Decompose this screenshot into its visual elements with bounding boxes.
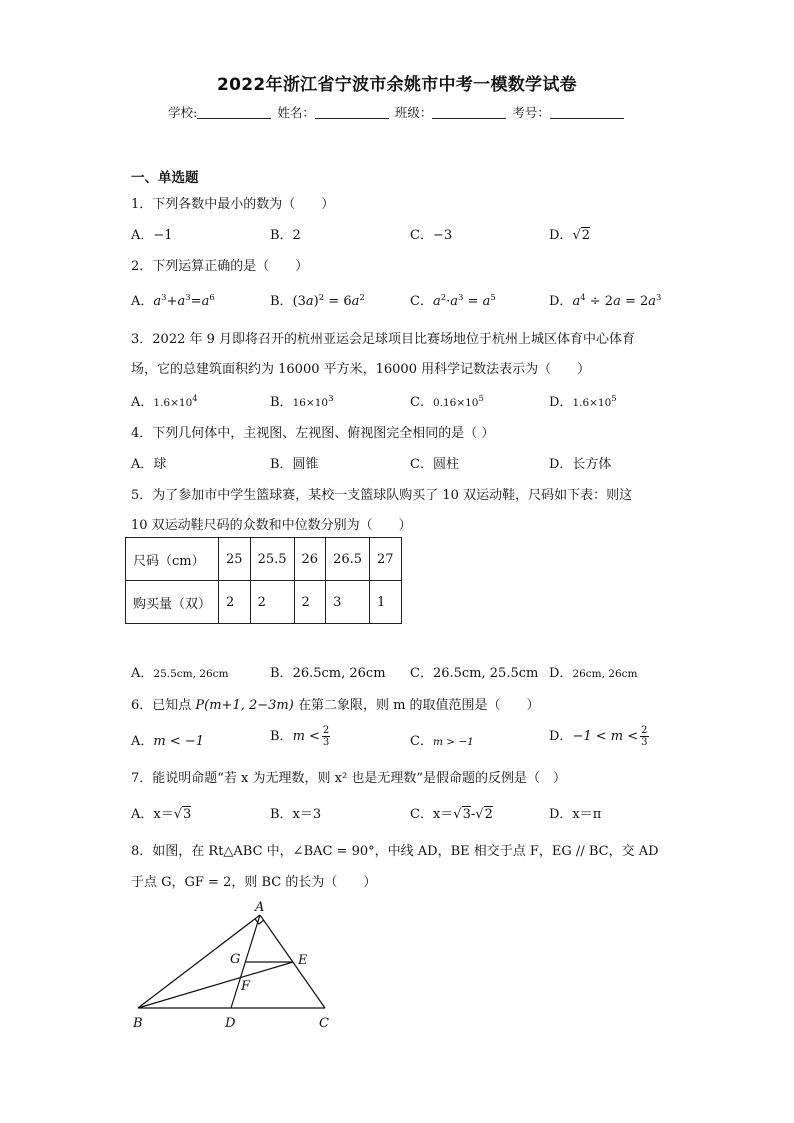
q2-option-a: A．$a^3+a^3=a^6$ bbox=[131, 293, 215, 309]
segment-ab bbox=[138, 915, 260, 1008]
median-be bbox=[138, 962, 293, 1008]
q7-stem: 7．能说明命题“若 x 为无理数，则 x² 也是无理数”是假命题的反例是（ ） bbox=[131, 771, 566, 786]
table-row bbox=[126, 581, 402, 624]
shoe-size-table bbox=[125, 537, 402, 624]
q7-option-a: A．x＝√3 bbox=[131, 807, 192, 822]
q5-option-b: B．26.5cm, 26cm bbox=[270, 666, 386, 681]
school-blank[interactable] bbox=[197, 106, 271, 119]
q6-option-a: A．m < −1 bbox=[131, 734, 205, 749]
label-d: D bbox=[225, 1016, 236, 1031]
label-e: E bbox=[298, 953, 308, 968]
table-cell: 3 bbox=[326, 581, 370, 624]
q6-option-c: C．m > −1 bbox=[410, 734, 474, 749]
q1-d-radicand: 2 bbox=[581, 228, 591, 243]
q2-option-b: B．$(3a)^2 = 6a^2$ bbox=[270, 293, 365, 309]
table-cell: 25 bbox=[219, 538, 251, 581]
q1-option-a: A．−1 bbox=[131, 228, 173, 243]
table-cell: 27 bbox=[370, 538, 402, 581]
student-info-line bbox=[0, 103, 794, 121]
class-blank[interactable] bbox=[432, 106, 506, 119]
q2-option-c: C．$a^2\cdot a^3 = a^5$ bbox=[410, 293, 496, 309]
q4-option-a: A．球 bbox=[131, 457, 167, 472]
q6-stem: 6．已知点 P(m+1, 2−3m) 在第二象限，则 m 的取值范围是（ ） bbox=[131, 698, 540, 713]
label-b: B bbox=[133, 1016, 143, 1031]
name-label: 姓名： bbox=[277, 105, 315, 120]
q5-stem-line1: 5．为了参加市中学生篮球赛，某校一支篮球队购买了 10 双运动鞋，尺码如下表：则这 bbox=[131, 488, 633, 503]
q1-stem: 1．下列各数中最小的数为（ ） bbox=[131, 197, 335, 212]
q4-stem: 4．下列几何体中，主视图、左视图、俯视图完全相同的是（ ） bbox=[131, 426, 495, 441]
table-cell: 1 bbox=[370, 581, 402, 624]
triangle-figure bbox=[125, 895, 345, 1035]
table-cell: 25.5 bbox=[250, 538, 294, 581]
q2-option-d: D．$a^4 \div 2a = 2a^3$ bbox=[549, 293, 662, 309]
q4-option-b: B．圆锥 bbox=[270, 457, 319, 472]
table-header-count: 购买量（双） bbox=[126, 581, 219, 624]
school-label: 学校: bbox=[168, 105, 198, 120]
table-row bbox=[126, 538, 402, 581]
label-c: C bbox=[319, 1016, 329, 1031]
label-f: F bbox=[241, 979, 251, 994]
q3-stem-line1: 3．2022 年 9 月即将召开的杭州亚运会足球项目比赛场地位于杭州上城区体育中心体育 bbox=[131, 332, 636, 347]
q2-stem: 2．下列运算正确的是（ ） bbox=[131, 259, 309, 274]
class-label: 班级： bbox=[394, 105, 433, 120]
label-g: G bbox=[230, 952, 241, 967]
q5-option-a: A．25.5cm, 26cm bbox=[131, 666, 229, 681]
q5-option-d: D．26cm, 26cm bbox=[549, 666, 638, 681]
label-a: A bbox=[255, 900, 265, 915]
name-blank[interactable] bbox=[315, 106, 389, 119]
q3-option-d: D．$1.6\times 10^5$ bbox=[549, 394, 617, 410]
q5-option-c: C．26.5cm, 25.5cm bbox=[410, 666, 539, 681]
q7-option-b: B．x＝3 bbox=[270, 807, 322, 822]
q5-stem-line2: 10 双运动鞋尺码的众数和中位数分别为（ ） bbox=[131, 518, 412, 533]
q1-option-b: B．2 bbox=[270, 228, 301, 243]
q3-option-a: A．$1.6\times 10^4$ bbox=[131, 394, 198, 410]
exam-number-label: 考号： bbox=[512, 105, 550, 120]
q7-option-d: D．x＝π bbox=[549, 807, 602, 822]
q3-option-c: C．$0.16\times 10^5$ bbox=[410, 394, 484, 410]
q8-stem-line2: 于点 G，GF = 2，则 BC 的长为（ ） bbox=[131, 875, 377, 890]
q4-option-d: D．长方体 bbox=[549, 457, 612, 472]
table-cell: 2 bbox=[219, 581, 251, 624]
fraction: $\frac{2}{3}$ bbox=[322, 725, 330, 748]
fraction: $\frac{2}{3}$ bbox=[641, 725, 648, 748]
table-cell: 26.5 bbox=[326, 538, 370, 581]
q6-option-d: D．−1 < m < $\frac{2}{3}$ bbox=[549, 725, 648, 748]
q1-option-c: C．−3 bbox=[410, 228, 453, 243]
exam-number-blank[interactable] bbox=[550, 106, 624, 119]
q7-option-c: C．x＝√3-√2 bbox=[410, 807, 493, 822]
q6-option-b: B．m < $\frac{2}{3}$ bbox=[270, 725, 330, 748]
q3-stem-line2: 场，它的总建筑面积约为 16000 平方米，16000 用科学记数法表示为（ ） bbox=[131, 362, 591, 377]
q1-option-d: D．√2 bbox=[549, 228, 591, 243]
table-cell: 26 bbox=[294, 538, 326, 581]
exam-title: 2022年浙江省宁波市余姚市中考一模数学试卷 bbox=[217, 75, 577, 95]
table-cell: 2 bbox=[250, 581, 294, 624]
q8-stem-line1: 8．如图，在 Rt△ABC 中，∠BAC = 90°，中线 AD，BE 相交于点 F，EG // BC，交 AD bbox=[131, 844, 659, 859]
section-heading: 一、单选题 bbox=[131, 170, 199, 186]
q3-option-b: B．$16\times 10^3$ bbox=[270, 394, 334, 410]
table-cell: 2 bbox=[294, 581, 326, 624]
q4-option-c: C．圆柱 bbox=[410, 457, 459, 472]
table-header-size: 尺码（cm） bbox=[126, 538, 219, 581]
